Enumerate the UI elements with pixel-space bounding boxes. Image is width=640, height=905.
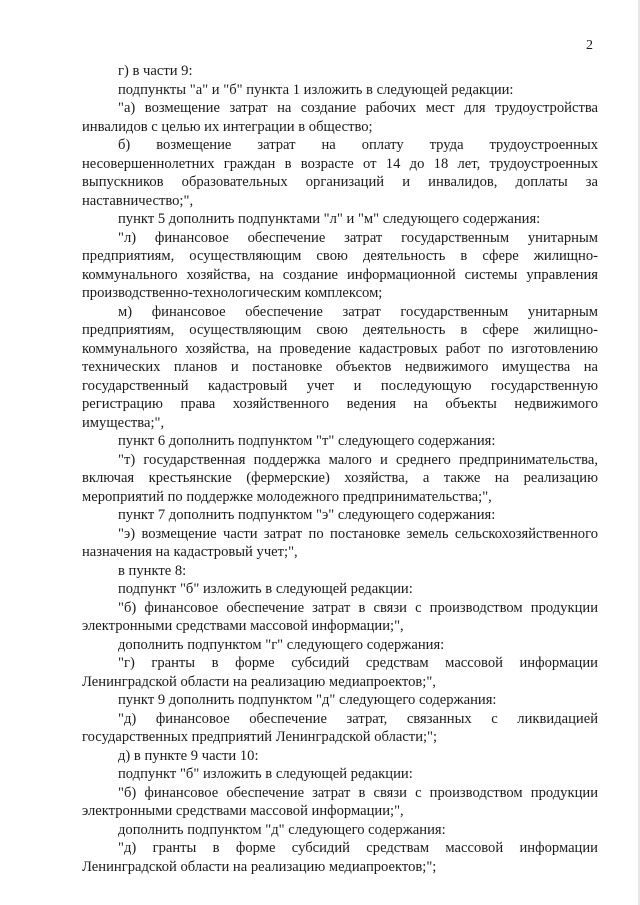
paragraph: дополнить подпунктом "д" следующего содержания:: [118, 821, 446, 838]
page-number: 2: [586, 38, 593, 53]
paragraph: пункт 9 дополнить подпунктом "д" следующего содержания:: [118, 692, 497, 708]
document-body: [82, 62, 598, 876]
paragraph: подпункт "б" изложить в следующей редакции:: [118, 581, 413, 597]
paragraph: г) в части 9:: [118, 63, 193, 79]
paragraph: м) финансовое обеспечение затрат государственным унитарным предприятиям, осуществляющим свою деятельность в сфере жилищно-коммунального хозяйства, на проведение кадастровых работ по изготовлению технических планов и постановке объектов недвижимого имущества на государственный кадастровый учет и последующую государственную регистрацию права хозяйственного ведения на объекты недвижимого имущества;",: [82, 303, 598, 431]
paragraph: в пункте 8:: [118, 562, 187, 579]
paragraph: пункт 7 дополнить подпунктом "э" следующего содержания:: [118, 507, 496, 523]
paragraph: пункт 5 дополнить подпунктами "л" и "м" следующего содержания:: [118, 211, 541, 227]
paragraph: "л) финансовое обеспечение затрат государственным унитарным предприятиям, осуществляющим свою деятельность в сфере жилищно-коммунального хозяйства, на создание информационной системы управления производственно-технологическим комплексом;: [82, 229, 598, 301]
paragraph: д) в пункте 9 части 10:: [118, 747, 259, 764]
paragraph: "г) гранты в форме субсидий средствам массовой информации Ленинградской области на реализацию медиапроектов;",: [82, 655, 598, 690]
paragraph: пункт 6 дополнить подпунктом "т" следующего содержания:: [118, 433, 496, 449]
paragraph: дополнить подпунктом "г" следующего содержания:: [118, 636, 445, 653]
paragraph: "т) государственная поддержка малого и среднего предпринимательства, включая крестьянские (фермерские) хозяйства, а также на реализацию мероприятий по поддержке молодежного предпринимательства;",: [82, 451, 598, 505]
paragraph: "э) возмещение части затрат по постановке земель сельскохозяйственного назначения на кадастровый учет;",: [82, 525, 598, 560]
paragraph: "б) финансовое обеспечение затрат в связи с производством продукции электронными средствами массовой информации;",: [82, 599, 598, 634]
paragraph: "д) финансовое обеспечение затрат, связанных с ликвидацией государственных предприятий Ленинградской области;";: [82, 710, 598, 745]
paragraph: "а) возмещение затрат на создание рабочих мест для трудоустройства инвалидов с целью их интеграции в общество;: [82, 100, 598, 135]
paragraph: "б) финансовое обеспечение затрат в связи с производством продукции электронными средствами массовой информации;",: [82, 784, 598, 819]
paragraph: "д) гранты в форме субсидий средствам массовой информации Ленинградской области на реализацию медиапроектов;";: [82, 840, 598, 875]
paragraph: подпункты "а" и "б" пункта 1 изложить в следующей редакции:: [118, 81, 514, 98]
paragraph: б) возмещение затрат на оплату труда трудоустроенных несовершеннолетних граждан в возрасте от 14 до 18 лет, трудоустроенных выпускников образовательных организаций и инвалидов, доплаты за наставничество;",: [82, 137, 598, 209]
paragraph: подпункт "б" изложить в следующей редакции:: [118, 766, 413, 782]
